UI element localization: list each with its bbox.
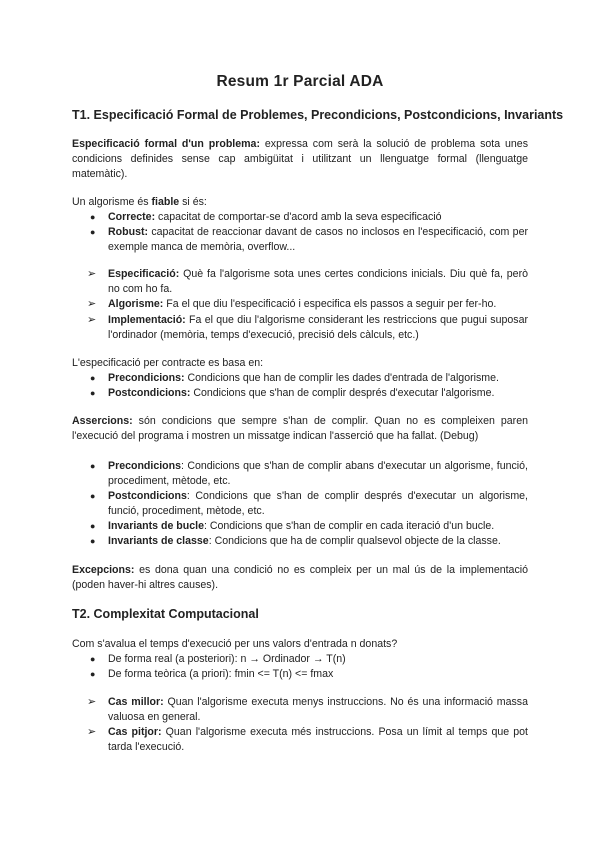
list-item-text: capacitat de reaccionar davant de casos no inclosos en l'especificació, com per exemple manca de memòria, overflow... — [108, 226, 528, 253]
list-item-term: Invariants de bucle — [108, 520, 204, 532]
list-item-term: Cas millor: — [108, 696, 164, 708]
list-item — [108, 313, 528, 343]
list-item — [108, 534, 528, 549]
reliable-intro-b: fiable — [151, 196, 180, 208]
formal-spec-paragraph — [72, 137, 528, 182]
assertions-term: Assercions: — [72, 415, 133, 427]
formal-spec-text: expressa com serà la solució de problema sota unes condicions definides sense cap ambigüitat i utilitzant un llenguatge formal (llenguatge matemàtic). — [72, 138, 528, 180]
list-item — [108, 459, 528, 489]
bullet-icon: ● — [90, 212, 96, 222]
bullet-icon: ● — [90, 491, 96, 501]
list-item — [108, 225, 528, 255]
list-item — [108, 489, 528, 519]
bullet-icon: ● — [90, 669, 96, 679]
list-item-term: Postcondicions: — [108, 387, 191, 399]
section-heading-t1: T1. Especificació Formal de Problemes, Precondicions, Postcondicions, Invariants — [72, 108, 564, 122]
list-item-text: Fa el que diu l'algorisme considerant les restriccions que pugui suposar l'ordinador (memòria, temps d'execució, precisió dels càlculs, etc.) — [108, 314, 528, 341]
arrow-bullet-icon: ➢ — [87, 298, 97, 310]
list-item — [108, 695, 528, 725]
list-item — [108, 297, 528, 312]
list-item — [108, 725, 528, 755]
reliable-intro-c: si és: — [179, 196, 207, 208]
list-item-text: Condicions que han de complir les dades d'entrada de l'algorisme. — [184, 372, 499, 384]
list-item-text: Quan l'algorisme executa més instruccions. Posa un límit al temps que pot tarda l'execució. — [108, 726, 528, 753]
reliable-intro — [72, 195, 528, 210]
bullet-icon: ● — [90, 654, 96, 664]
list-item-text: : Condicions que ha de complir qualsevol objecte de la classe. — [208, 535, 501, 547]
exceptions-text: es dona quan una condició no es compleix per un mal ús de la implementació (poden haver-hi altres causes). — [72, 564, 528, 591]
contract-intro: L'especificació per contracte es basa en: — [72, 357, 264, 369]
list-item-text: : Condicions que s'han de complir després d'executar un algorisme, funció, procediment, mètode, etc. — [108, 490, 528, 517]
list-item-text: Fa el que diu l'especificació i especifica els passos a seguir per fer-ho. — [163, 298, 497, 310]
arrow-bullet-icon: ➢ — [87, 268, 97, 280]
list-item-term: Implementació: — [108, 314, 186, 326]
section-heading-t2: T2. Complexitat Computacional — [72, 607, 259, 621]
list-item: De forma teòrica (a priori): fmin <= T(n) <= fmax — [108, 668, 334, 680]
bullet-icon: ● — [90, 388, 96, 398]
arrow-bullet-icon: ➢ — [87, 314, 97, 326]
list-item-text: Què fa l'algorisme sota unes certes condicions inicials. Diu què fa, però no com ho fa. — [108, 268, 528, 295]
list-item — [108, 210, 528, 225]
list-item-term: Especificació: — [108, 268, 180, 280]
arrow-bullet-icon: ➢ — [87, 696, 97, 708]
list-item-text: capacitat de comportar-se d'acord amb la seva especificació — [155, 211, 442, 223]
list-item-text: Quan l'algorisme executa menys instruccions. No és una informació massa valuosa en general. — [108, 696, 528, 723]
list-item-term: Correcte: — [108, 211, 156, 223]
bullet-icon: ● — [90, 373, 96, 383]
list-item-term: Algorisme: — [108, 298, 164, 310]
assertions-paragraph — [72, 414, 528, 444]
list-item — [108, 386, 528, 401]
list-item-text: : Condicions que s'han de complir abans d'executar un algorisme, funció, procediment, mètode, etc. — [108, 460, 528, 487]
bullet-icon: ● — [90, 227, 96, 237]
list-item-term: Invariants de classe — [108, 535, 209, 547]
list-item-text: Condicions que s'han de complir després d'executar l'algorisme. — [190, 387, 495, 399]
list-item-term: Precondicions — [108, 460, 181, 472]
list-item-term: Cas pitjor: — [108, 726, 162, 738]
arrow-bullet-icon: ➢ — [87, 726, 97, 738]
bullet-icon: ● — [90, 461, 96, 471]
formal-spec-term: Especificació formal d'un problema: — [72, 138, 260, 150]
list-item-term: Robust: — [108, 226, 149, 238]
bullet-icon: ● — [90, 536, 96, 546]
exceptions-term: Excepcions: — [72, 564, 135, 576]
list-item — [108, 371, 528, 386]
list-item-term: Postcondicions — [108, 490, 187, 502]
t2-intro: Com s'avalua el temps d'execució per uns valors d'entrada n donats? — [72, 638, 398, 650]
bullet-icon: ● — [90, 521, 96, 531]
list-item — [108, 267, 528, 297]
assertions-text: són condicions que sempre s'han de complir. Quan no es compleixen paren l'execució del programa i mostren un missatge indican l'asserció que ha fallat. (Debug) — [72, 415, 528, 442]
list-item-text: : Condicions que s'han de complir en cada iteració d'un bucle. — [203, 520, 495, 532]
exceptions-paragraph — [72, 563, 528, 593]
list-item: De forma real (a posteriori): n → Ordinador → T(n) — [108, 653, 346, 665]
reliable-intro-a: Un algorisme és — [72, 196, 152, 208]
list-item-term: Precondicions: — [108, 372, 185, 384]
list-item — [108, 519, 528, 534]
page-title: Resum 1r Parcial ADA — [216, 73, 384, 90]
